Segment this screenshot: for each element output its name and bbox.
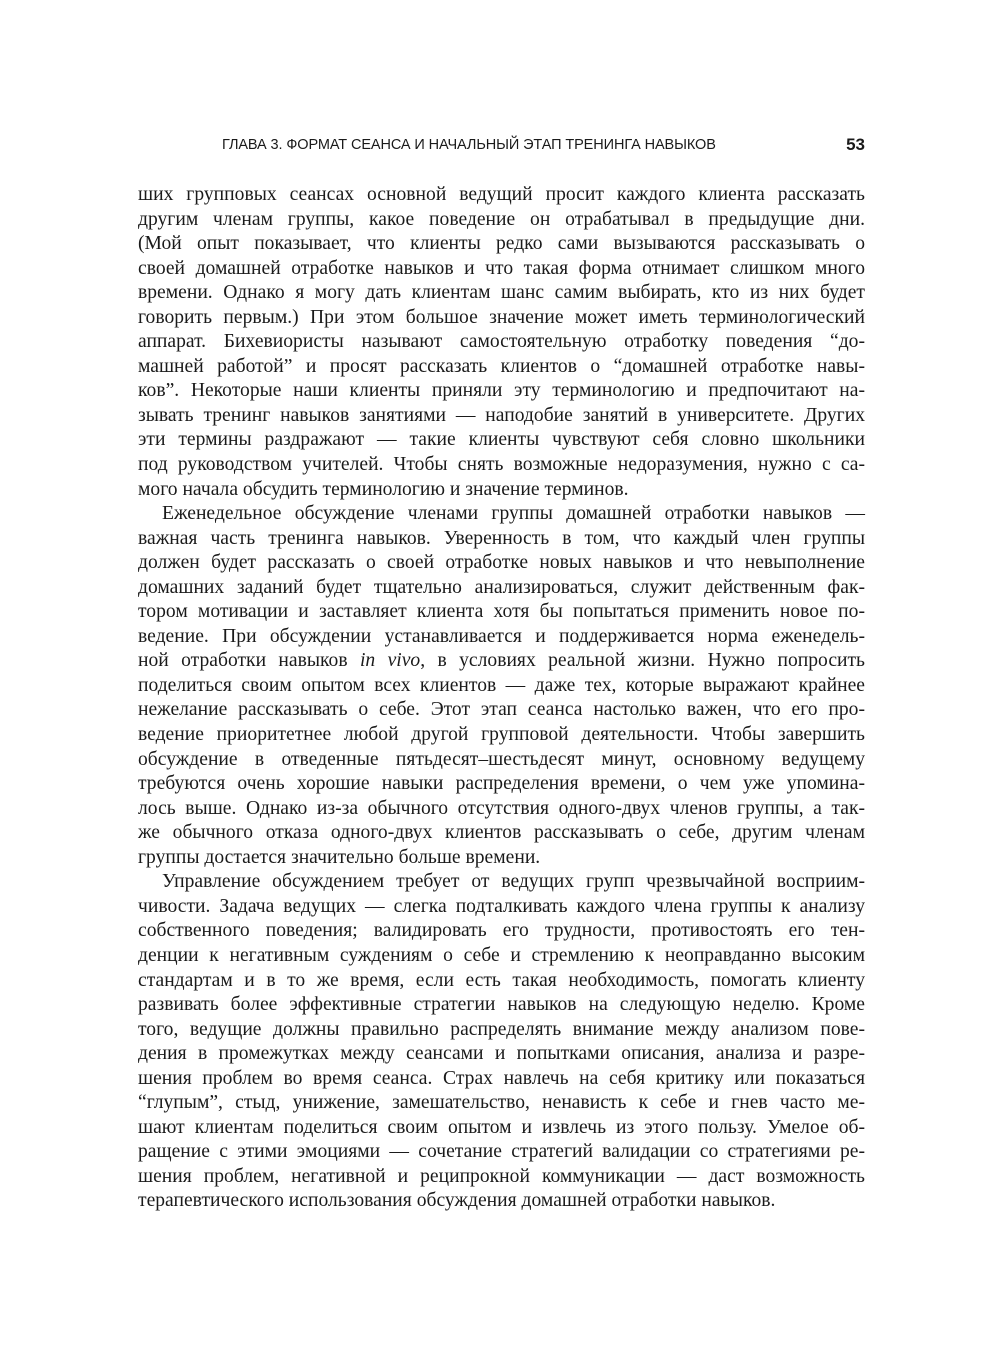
text-line: развивать более эффективные стратегии навыков на следующую неделю. Кроме (138, 994, 865, 1016)
page-header (140, 134, 865, 156)
text-line: мого начала обсудить терминологию и значение терминов. (138, 478, 629, 500)
text-line: дения в промежутках между сеансами и попытками описания, анализа и разре- (138, 1043, 865, 1065)
text-line: времени. Однако я могу дать клиентам шанс самим выбирать, кто из них будет (138, 282, 865, 304)
text-line: машней работой” и просят рассказать клиентов о “домашней отработке навы- (138, 355, 865, 377)
text-line: аппарат. Бихевиористы называют самостоятельную отработку поведения “до- (138, 331, 865, 353)
text-line: домашних заданий будет тщательно анализироваться, служит действенным фак- (138, 576, 865, 598)
text-line: эти термины раздражают — такие клиенты чувствуют себя словно школьники (138, 429, 865, 451)
text-line: требуются очень хорошие навыки распределения времени, о чем уже упомина- (138, 773, 865, 795)
text-line: зывать тренинг навыков занятиями — наподобие занятий в университете. Других (138, 404, 865, 426)
text-line: денции к негативным суждениям о себе и стремлению к неоправданно высоким (138, 944, 865, 966)
text-line: (Мой опыт показывает, что клиенты редко сами вызываются рассказывать о (138, 233, 865, 255)
text-line: говорить первым.) При этом большое значение может иметь терминологический (138, 306, 865, 328)
text-line: “глупым”, стыд, унижение, замешательство, ненависть к себе и гнев часто ме- (138, 1092, 865, 1114)
text-line: шения проблем во время сеанса. Страх навлечь на себя критику или показаться (138, 1067, 865, 1089)
text-line: ведение приоритетнее любой другой групповой деятельности. Чтобы завершить (138, 724, 865, 746)
text-line-with-italic: ной отработки навыков in vivo, в условиях реальной жизни. Нужно попросить (138, 650, 865, 672)
text-line: важная часть тренинга навыков. Уверенность в том, что каждый член группы (138, 527, 865, 549)
paragraph-1 (138, 183, 865, 502)
text-line: собственного поведения; валидировать его трудности, противостоять его тен- (138, 920, 865, 942)
text-line: ведение. При обсуждении устанавливается и поддерживается норма еженедель- (138, 625, 865, 647)
text-line: же обычного отказа одного-двух клиентов рассказывать о себе, другим членам (138, 822, 865, 844)
text-line: обсуждение в отведенные пятьдесят–шестьдесят минут, основному ведущему (138, 748, 865, 770)
running-head: ГЛАВА 3. ФОРМАТ СЕАНСА И НАЧАЛЬНЫЙ ЭТАП ТРЕНИНГА НАВЫКОВ (222, 137, 716, 153)
paragraph-2 (138, 502, 865, 870)
text-line: Еженедельное обсуждение членами группы домашней отработки навыков — (162, 503, 865, 525)
text-line: группы достается значительно больше времени. (138, 846, 541, 868)
text-line: лось выше. Однако из-за обычного отсутствия одного-двух членов группы, а так- (138, 797, 865, 819)
text-line: своей домашней отработке навыков и что такая форма отнимает слишком много (138, 257, 865, 279)
text-line: ращение с этими эмоциями — сочетание стратегий валидации со стратегиями ре- (138, 1141, 865, 1163)
text-line: ших групповых сеансах основной ведущий просит каждого клиента рассказать (138, 184, 865, 205)
text-line: поделиться своим опытом всех клиентов — даже тех, которые выражают крайнее (138, 674, 865, 696)
page-number: 53 (846, 135, 865, 154)
text-line: нежелание рассказывать о себе. Этот этап сеанса настолько важен, что его про- (138, 699, 865, 721)
text-line: того, ведущие должны правильно распределять внимание между анализом пове- (138, 1018, 865, 1040)
text-line: шения проблем, негативной и реципрокной коммуникации — даст возможность (138, 1165, 865, 1187)
body-text (138, 183, 865, 1214)
text-line: другим членам группы, какое поведение он отрабатывал в предыдущие дни. (138, 208, 865, 230)
text-line: должен будет рассказать о своей отработке новых навыков и что невыполнение (138, 552, 865, 574)
text-line: стандартам и в то же время, если есть такая необходимость, помогать клиенту (138, 969, 865, 991)
text-line: ков”. Некоторые наши клиенты приняли эту терминологию и предпочитают на- (138, 380, 865, 402)
text-line: терапевтического использования обсуждения домашней отработки навыков. (138, 1190, 776, 1212)
paragraph-3 (138, 870, 865, 1214)
text-line: чивости. Задача ведущих — слегка подталкивать каждого члена группы к анализу (138, 895, 865, 917)
text-line: тором мотивации и заставляет клиента хотя бы попытаться применить новое по- (138, 601, 865, 623)
text-line: шают клиентам поделиться своим опытом и извлечь из этого пользу. Умелое об- (138, 1116, 865, 1138)
text-line: Управление обсуждением требует от ведущих групп чрезвычайной восприим- (162, 871, 865, 893)
text-line: под руководством учителей. Чтобы снять возможные недоразумения, нужно с са- (138, 454, 865, 476)
